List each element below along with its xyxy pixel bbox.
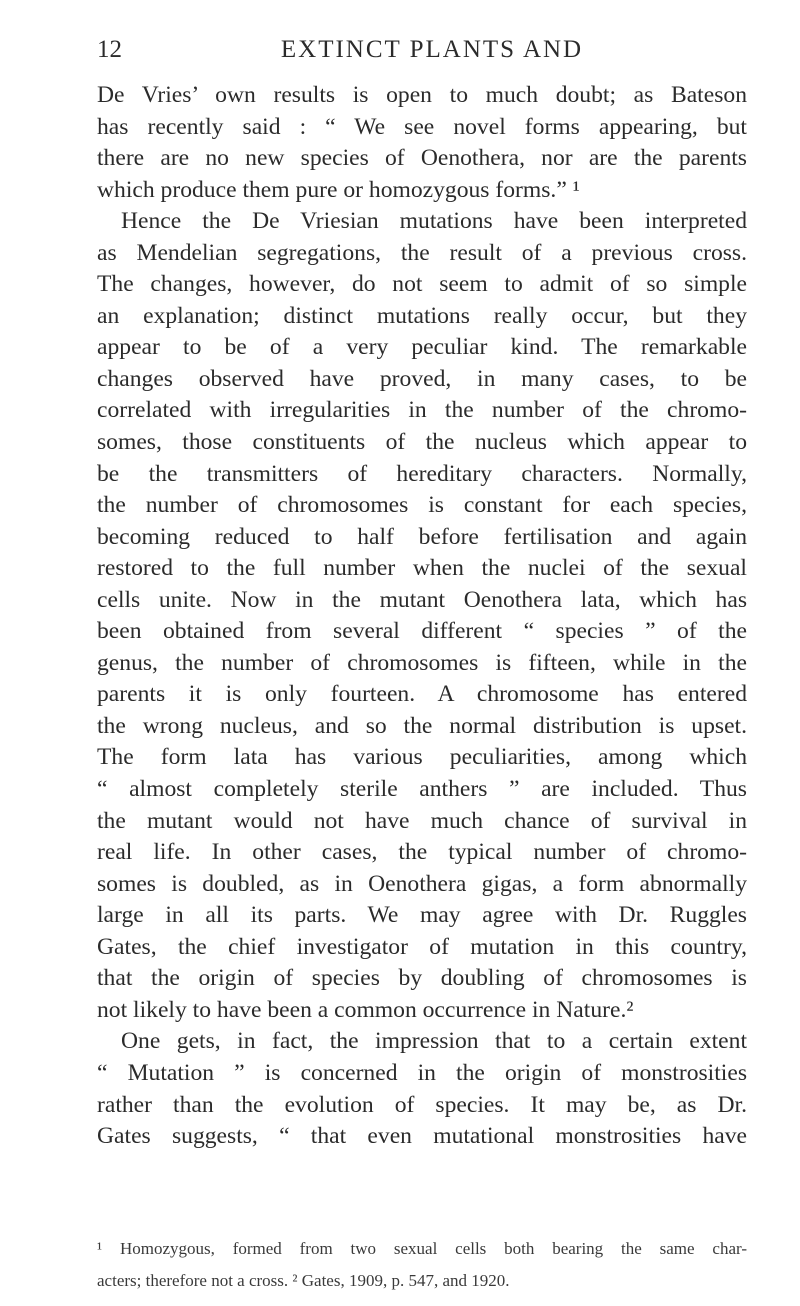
text-line: genus, the number of chromosomes is fifteen, while in the: [97, 649, 747, 676]
text-line: somes, those constituents of the nucleus which appear to: [97, 429, 747, 456]
text-line: been obtained from several different “ species ” of the: [97, 618, 747, 645]
text-line: as Mendelian segregations, the result of a previous cross.: [97, 239, 747, 266]
text-line: the mutant would not have much chance of survival in: [97, 807, 747, 834]
text-line: somes is doubled, as in Oenothera gigas, a form abnormally: [97, 870, 747, 897]
text-line: be the transmitters of hereditary characters. Normally,: [97, 460, 747, 487]
text-line: appear to be of a very peculiar kind. The remarkable: [97, 334, 747, 361]
text-line: The form lata has various peculiarities, among which: [97, 744, 747, 771]
text-line: Hence the De Vriesian mutations have been interpreted: [121, 208, 747, 235]
text-line: One gets, in fact, the impression that to a certain extent: [121, 1028, 747, 1055]
text-line: the wrong nucleus, and so the normal distribution is upset.: [97, 712, 747, 739]
text-line: an explanation; distinct mutations really occur, but they: [97, 302, 747, 329]
text-line: parents it is only fourteen. A chromosome has entered: [97, 681, 747, 708]
text-line: has recently said : “ We see novel forms appearing, but: [97, 113, 747, 140]
text-line: real life. In other cases, the typical number of chromo-: [97, 839, 747, 866]
text-line: becoming reduced to half before fertilisation and again: [97, 523, 747, 550]
text-line: “ almost completely sterile anthers ” are included. Thus: [97, 776, 747, 803]
running-head: [97, 36, 747, 76]
text-line: which produce them pure or homozygous forms.” ¹: [97, 176, 580, 203]
body-text: [97, 80, 747, 1153]
text-line: changes observed have proved, in many cases, to be: [97, 365, 747, 392]
footnotes: [97, 1237, 747, 1300]
text-line: not likely to have been a common occurrence in Nature.²: [97, 996, 634, 1023]
text-line: De Vries’ own results is open to much doubt; as Bateson: [97, 82, 747, 108]
text-line: rather than the evolution of species. It may be, as Dr.: [97, 1091, 747, 1118]
text-line: restored to the full number when the nuclei of the sexual: [97, 555, 747, 582]
footnote-line: ¹ Homozygous, formed from two sexual cells both bearing the same char-: [97, 1239, 747, 1258]
text-line: large in all its parts. We may agree with Dr. Ruggles: [97, 902, 747, 929]
text-line: there are no new species of Oenothera, nor are the parents: [97, 145, 747, 172]
text-line: the number of chromosomes is constant for each species,: [97, 492, 747, 519]
text-line: that the origin of species by doubling of chromosomes is: [97, 965, 747, 992]
text-line: Gates, the chief investigator of mutation in this country,: [97, 933, 747, 960]
text-line: Gates suggests, “ that even mutational monstrosities have: [97, 1123, 747, 1150]
footnote-line: acters; therefore not a cross. ² Gates, 1909, p. 547, and 1920.: [97, 1270, 510, 1290]
text-line: cells unite. Now in the mutant Oenothera lata, which has: [97, 586, 747, 613]
text-line: correlated with irregularities in the number of the chromo-: [97, 397, 747, 424]
text-line: The changes, however, do not seem to admit of so simple: [97, 271, 747, 298]
page-number: 12: [97, 36, 122, 63]
text-line: “ Mutation ” is concerned in the origin of monstrosities: [97, 1059, 747, 1086]
running-title: EXTINCT PLANTS AND: [280, 36, 584, 63]
